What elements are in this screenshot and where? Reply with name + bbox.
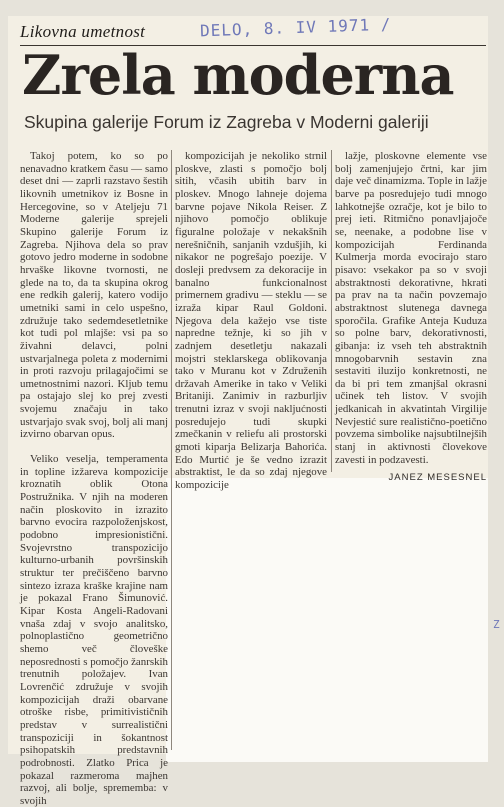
headline: Zrela moderna [22,43,454,107]
paragraph: Veliko veselja, temperamenta in topline izžareva kompozicije kroznatih oblik Otona Postružnika. V njih na moderen način ploskovito in izrazito barvno evocira razpoloženjskost, podobno impresionistični. Svojevrstno transpozicijo kulturno-urbanih površinskih struktur ter prečiščeno barvno sintezo izraza kraške krajine nam je pokazal Frano Šimunović. Kipar Kosta Angeli-Radovani vnaša zdaj v svojo analitsko, polnoplastično geometrično shemo več človeške neposrednosti s pomočjo žanrskih trenutnih položajev. Ivan Lovrenčić združuje v svojih kompozicijah draži obarvane otroške risbe, primitivističnih predstav v surrealistični transpoziciji in šokantnost psihopatskih predstavnih podrobnosti. Zlatko Prica je pokazal razmeroma majhen razvoj, ali bolje, sprememba: v svojih [20,453,168,807]
blank-paper-area [166,478,488,762]
subheadline: Skupina galerije Forum iz Zagreba v Moderni galeriji [24,112,429,132]
edge-handwritten-mark: Z [493,618,500,631]
author-signature: JANEZ MESESNEL [388,472,487,484]
paragraph: lažje, ploskovne elemente vse bolj zamenjujejo črtni, kar jim daje več dinamizma. Tople in lažje barve pa posredujejo tudi mnogo lahkotnejše ozračje, kot je bilo to prej ieti. Ritmično ponavljajoče se, neenake, a podobne lise v kompozicijah Ferdinanda Kulmerja morda evocirajo staro pisavo: vsekakor pa so v svoji abstraktnosti dekorativne, hkrati pa prav na ta način povzemajo abstraktnost slutenega davnega sporočila. Grafike Anteja Kuduza so polne barv, dekorativnosti, gibanja: iz vseh teh abstraktnih mnogobarvnih sestavin zna sestaviti iluzijo konkretnosti, ne da bi pri tem zmanjšal okrasni učinek teh listov. V svojih jedkanicah in akvatintah Virgilije Nevjestić sure realistično-poetično povzema simbolike najsubtilnejših stanj in aktivnosti človekove zavesti in podzavesti. [335,150,487,466]
column-divider [331,150,332,472]
paragraph: Takoj potem, ko so po nenavadno kratkem času — samo deset dni — zaprli razstavo šestih likovnih umetnikov iz Bosne in Hercegovine, so v Ateljeju 71 Moderne galerije sprejeli Skupino galerije Forum iz Zagreba. Njihova dela so prav gotovo jedro moderne in sodobne hrvaške likovne tvornosti, ne glede na to, da ta skupina okrog ene redkih galerij, katero vodijo umetniki sami in celo uspešno, združuje tako sedemdesetletnike kot tudi pol mlajše: vsi pa so živahni delavci, polni ustvarjalnega poleta z modernimi in proti razvoju prilagajočimi se umetnostnimi nazori. Kljub temu pa ostajajo slej ko prej zvesti svojemu značaju in tako ustvarjajo svak svoj, bolj ali manj izvirno obarvan opus. [20,150,168,441]
article-column-2 [175,150,327,492]
column-divider [171,150,172,750]
date-stamp: DELO, 8. IV 1971 / [199,14,392,41]
section-label: Likovna umetnost [20,22,146,41]
paragraph: kompozicijah je nekoliko strnil ploskve, zlasti s pomočjo bolj sitih, včasih ubitih barv in ploskev. Mnogo lahneje dojema barvne pojave Nikola Reiser. Z njihovo pomočjo oblikuje figuralne položaje v nekakšnih nerešničnih, sanjanih vzdušjih, ki nikakor ne pogrešajo poezije. V dosleji predvsem za dekoracije in banalno funkcionalnost primernem gradivu — steklu — se izraža kipar Raul Goldoni. Njegova dela kažejo vse tiste napredne težnje, ki so jih v zadnjem desetletju nakazali mojstri steklarskega oblikovanja tako v Muranu kot v Združenih državah Amerike in tako v Veliki Britaniji. Zanimiv in razburljiv trenutni izraz v svoji nakljućnosti posredujejo tudi skupki zmečkanin v reliefu ali prostorski gmoti kiparja Belizarja Bahorića. Edo Murtić je še vedno izrazit abstraktist, le da so zdaj njegove kompozicije [175,150,327,492]
article-column-3 [335,150,487,485]
article-column-1 [20,150,168,807]
